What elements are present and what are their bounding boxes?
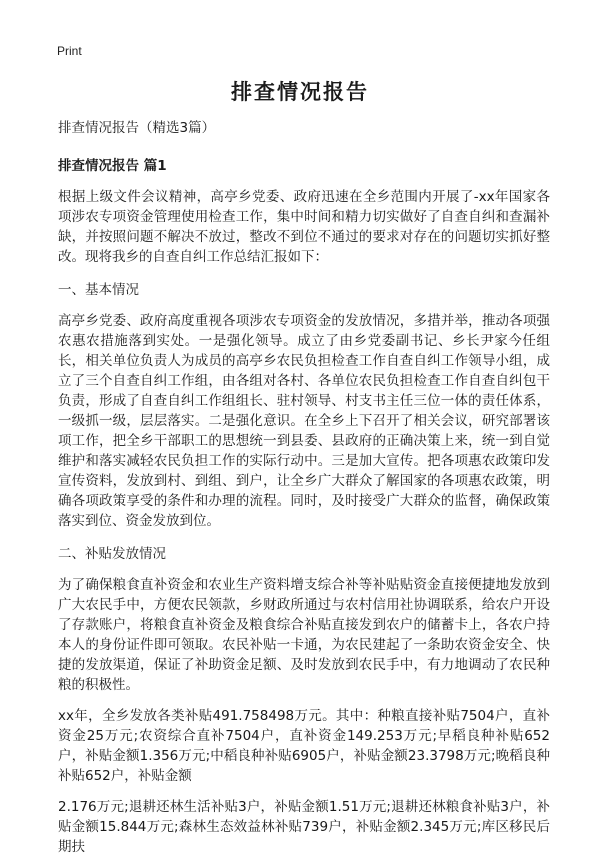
subsidy-stats-paragraph: xx年，全乡发放各类补贴491.758498万元。其中：种粮直接补贴7504户，直补资金25万元;农资综合直补7504户，直补资金149.253万元;早稻良种补贴652户，补贴金额1.356万元;中稻良种补贴6905户，补贴金额23.3798万元;晚稻良种补贴652户，补贴金额 (58, 708, 550, 784)
section-heading-subsidy: 二、补贴发放情况 (58, 546, 166, 562)
document-subtitle: 排查情况报告（精选3篇） (58, 120, 216, 136)
intro-paragraph: 根据上级文件会议精神，高亭乡党委、政府迅速在全乡范围内开展了-xx年国家各项涉农专项资金管理使用检查工作，集中时间和精力切实做好了自查自纠和查漏补缺，并按照问题不解决不放过，整改不到位不通过的要求对存在的问题切实抓好整改。现将我乡的自查自纠工作总结汇报如下： (58, 189, 550, 265)
subsidy-stats-paragraph-continued: 2.176万元;退耕还林生活补贴3户，补贴金额1.51万元;退耕还林粮食补贴3户，补贴金额15.844万元;森林生态效益林补贴739户，补贴金额2.345万元;库区移民后期扶 (58, 799, 550, 855)
page-title: 排查情况报告 (231, 80, 369, 104)
print-link[interactable]: Print (57, 44, 82, 58)
document-body (58, 116, 550, 868)
subsidy-paragraph: 为了确保粮食直补资金和农业生产资料增支综合补等补贴贴资金直接便捷地发放到广大农民手中，方便农民领款，乡财政所通过与农村信用社协调联系，给农户开设了存款账户，将粮食直补资金及粮食综合补贴直接发到农户的储蓄卡上，各农户持本人的身份证件即可领取。农民补贴一卡通，为农民建起了一条助农资金安全、快捷的发放渠道，保证了补助资金足额、及时发放到农民手中，有力地调动了农民种粮的积极性。 (58, 577, 550, 693)
part-title: 排查情况报告 篇1 (58, 158, 167, 174)
basic-situation-paragraph: 高亭乡党委、政府高度重视各项涉农专项资金的发放情况，多措并举，推动各项强农惠农措施落到实处。一是强化领导。成立了由乡党委副书记、乡长尹家今任组长，相关单位负责人为成员的高亭乡农民负担检查工作自查自纠工作领导小组，成立了三个自查自纠工作组，由各组对各村、各单位农民负担检查工作自查自纠包干负责，形成了自查自纠工作组组长、驻村领导、村支书主任三位一体的责任体系，一级抓一级，层层落实。二是强化意识。在全乡上下召开了相关会议，研究部署该项工作，把全乡干部职工的思想统一到县委、县政府的正确决策上来，统一到自觉维护和落实减轻农民负担工作的实际行动中。三是加大宣传。把各项惠农政策印发宣传资料，发放到村、到组、到户，让全乡广大群众了解国家的各项惠农政策，明确各项政策享受的条件和办理的流程。同时，及时接受广大群众的监督，确保政策落实到位、资金发放到位。 (58, 313, 550, 529)
section-heading-basic: 一、基本情况 (58, 282, 139, 298)
